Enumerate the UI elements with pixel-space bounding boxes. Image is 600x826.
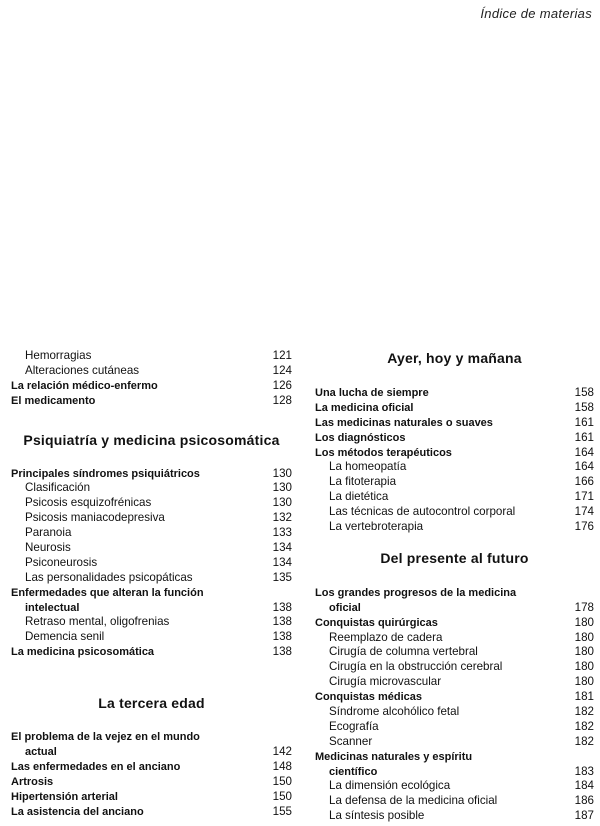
left-top-entries	[11, 349, 292, 409]
toc-entry-page: 180	[574, 675, 594, 689]
toc-entry-page: 180	[574, 660, 594, 674]
toc-entry	[315, 386, 594, 401]
tercera-edad-entries	[11, 730, 292, 819]
toc-entry-page: 181	[574, 690, 594, 704]
toc-entry-title: Clasificación	[25, 481, 91, 495]
toc-entry-title: Los métodos terapéuticos	[315, 446, 452, 459]
toc-entry	[315, 520, 594, 535]
toc-entry-title: La homeopatía	[329, 460, 407, 474]
toc-entry	[315, 675, 594, 690]
toc-entry	[11, 745, 292, 760]
toc-entry-title: Cirugía de columna vertebral	[329, 645, 478, 659]
toc-entry	[315, 505, 594, 520]
toc-entry-title: Neurosis	[25, 541, 71, 555]
toc-entry	[315, 616, 594, 631]
toc-entry-page: 142	[272, 745, 292, 759]
toc-entry-page: 124	[272, 363, 292, 377]
toc-entry-title: científico	[329, 765, 378, 778]
toc-entry	[11, 496, 292, 511]
toc-entry	[11, 541, 292, 556]
toc-entry-page: 155	[272, 804, 292, 818]
toc-entry	[315, 431, 594, 446]
toc-entry-title: La dimensión ecológica	[329, 779, 451, 793]
toc-entry	[11, 630, 292, 645]
toc-entry-title: Conquistas quirúrgicas	[315, 616, 438, 629]
running-header: Índice de materias	[480, 6, 592, 21]
toc-entry	[11, 556, 292, 571]
toc-entry-page: 166	[574, 475, 594, 489]
section-title-ayer-hoy: Ayer, hoy y mañana	[387, 350, 522, 366]
toc-entry-title: Las personalidades psicopáticas	[25, 570, 193, 584]
toc-entry-title: El medicamento	[11, 394, 96, 407]
toc-entry-page: 180	[574, 645, 594, 659]
toc-entry-page: 132	[272, 511, 292, 525]
toc-entry	[315, 720, 594, 735]
toc-entry-page: 183	[574, 764, 594, 778]
toc-entry-page: 150	[272, 774, 292, 788]
toc-entry	[315, 446, 594, 461]
presente-futuro-entries	[315, 586, 594, 824]
toc-entry-page: 128	[272, 393, 292, 407]
toc-entry	[11, 364, 292, 379]
toc-entry-title: La síntesis posible	[329, 809, 425, 823]
toc-entry-page: 148	[272, 759, 292, 773]
toc-entry-page: 184	[574, 779, 594, 793]
toc-entry-title: La medicina oficial	[315, 401, 414, 414]
toc-entry	[315, 735, 594, 750]
toc-entry-title: oficial	[329, 601, 361, 614]
toc-entry-page: 186	[574, 794, 594, 808]
toc-entry-title: Hipertensión arterial	[11, 790, 118, 803]
toc-entry	[315, 601, 594, 616]
toc-entry	[11, 511, 292, 526]
toc-entry	[315, 460, 594, 475]
toc-entry-title: Las medicinas naturales o suaves	[315, 416, 493, 429]
toc-entry	[11, 526, 292, 541]
toc-entry-page: 176	[574, 520, 594, 534]
psiquiatria-entries	[11, 467, 292, 661]
toc-entry	[315, 586, 594, 601]
toc-entry-title: Enfermedades que alteran la función	[11, 586, 204, 599]
toc-entry-page: 171	[574, 490, 594, 504]
toc-entry	[315, 631, 594, 646]
toc-entry	[315, 765, 594, 780]
toc-entry	[315, 779, 594, 794]
toc-entry	[11, 790, 292, 805]
toc-entry-page: 138	[272, 630, 292, 644]
toc-entry-page: 130	[272, 466, 292, 480]
toc-entry-title: La relación médico-enfermo	[11, 379, 158, 392]
toc-entry-page: 138	[272, 645, 292, 659]
left-column	[11, 349, 292, 819]
toc-entry-title: Artrosis	[11, 775, 54, 788]
toc-entry	[315, 750, 594, 765]
section-title-presente-futuro: Del presente al futuro	[380, 549, 529, 566]
toc-entry-page: 135	[272, 570, 292, 584]
toc-entry	[11, 645, 292, 660]
toc-entry-title: Cirugía en la obstrucción cerebral	[329, 660, 503, 674]
toc-entry-page: 130	[272, 481, 292, 495]
toc-entry-title: La dietética	[329, 490, 389, 504]
toc-entry	[315, 705, 594, 720]
toc-entry-page: 180	[574, 630, 594, 644]
toc-entry	[11, 586, 292, 601]
toc-entry-title: La fitoterapia	[329, 475, 397, 489]
toc-entry-page: 178	[574, 600, 594, 614]
toc-entry-page: 182	[574, 734, 594, 748]
toc-entry-page: 126	[272, 378, 292, 392]
toc-entry-title: Medicinas naturales y espíritu	[315, 750, 473, 763]
right-column	[315, 349, 594, 824]
toc-entry-page: 134	[272, 541, 292, 555]
toc-entry	[11, 394, 292, 409]
toc-entry-page: 138	[272, 600, 292, 614]
toc-entry-title: El problema de la vejez en el mundo	[11, 731, 200, 744]
toc-entry	[11, 730, 292, 745]
toc-entry-title: Reemplazo de cadera	[329, 630, 443, 644]
toc-entry	[11, 379, 292, 394]
toc-entry	[315, 794, 594, 809]
toc-entry-title: Cirugía microvascular	[329, 675, 442, 689]
toc-entry	[11, 481, 292, 496]
toc-entry-title: Ecografía	[329, 719, 379, 733]
toc-entry-title: Los grandes progresos de la medicina	[315, 586, 517, 599]
toc-entry-page: 164	[574, 445, 594, 459]
toc-entry-title: Hemorragias	[25, 349, 92, 362]
toc-entry-title: Retraso mental, oligofrenias	[25, 615, 170, 629]
toc-entry-title: Psiconeurosis	[25, 555, 98, 569]
toc-entry	[11, 760, 292, 775]
toc-entry	[315, 809, 594, 824]
toc-entry-title: Una lucha de siempre	[315, 387, 429, 399]
section-title-tercera-edad: La tercera edad	[98, 695, 205, 712]
toc-entry-title: Conquistas médicas	[315, 691, 422, 704]
section-title-psiquiatria: Psiquiatría y medicina psicosomática	[23, 431, 280, 448]
toc-entry-title: Principales síndromes psiquiátricos	[11, 467, 200, 480]
toc-entry-title: intelectual	[25, 601, 80, 614]
toc-entry-title: Alteraciones cutáneas	[25, 363, 140, 377]
toc-entry-page: 150	[272, 789, 292, 803]
toc-entry-title: Las enfermedades en el anciano	[11, 760, 181, 773]
toc-entry-page: 182	[574, 705, 594, 719]
toc-entry	[315, 401, 594, 416]
toc-entry	[11, 571, 292, 586]
toc-entry-page: 180	[574, 615, 594, 629]
toc-entry-title: actual	[25, 746, 57, 759]
toc-entry	[315, 490, 594, 505]
toc-entry	[315, 690, 594, 705]
toc-entry	[11, 601, 292, 616]
toc-entry-page: 158	[574, 400, 594, 414]
toc-entry-page: 161	[574, 430, 594, 444]
toc-entry-page: 138	[272, 615, 292, 629]
toc-entry	[315, 475, 594, 490]
toc-entry-title: La asistencia del anciano	[11, 805, 144, 818]
toc-entry	[315, 645, 594, 660]
toc-entry-page: 182	[574, 719, 594, 733]
toc-entry-page: 187	[574, 809, 594, 823]
toc-entry-page: 121	[272, 349, 292, 362]
toc-entry-title: Demencia senil	[25, 630, 105, 644]
toc-entry-title: Paranoia	[25, 526, 72, 540]
toc-entry-page: 133	[272, 526, 292, 540]
toc-entry-page: 164	[574, 460, 594, 474]
toc-entry	[315, 416, 594, 431]
toc-entry	[315, 660, 594, 675]
toc-entry-title: Las técnicas de autocontrol corporal	[329, 505, 516, 519]
toc-entry-page: 134	[272, 555, 292, 569]
toc-entry-title: Los diagnósticos	[315, 431, 406, 444]
toc-entry-page: 158	[574, 386, 594, 399]
toc-entry	[11, 349, 292, 364]
toc-entry	[11, 467, 292, 482]
toc-entry-page: 130	[272, 496, 292, 510]
toc-entry-title: La vertebroterapia	[329, 520, 424, 534]
toc-entry-title: Psicosis maniacodepresiva	[25, 511, 165, 525]
ayer-hoy-entries	[315, 386, 594, 535]
toc-entry-title: La defensa de la medicina oficial	[329, 794, 498, 808]
toc-entry-title: Psicosis esquizofrénicas	[25, 496, 152, 510]
toc-entry-title: Scanner	[329, 734, 373, 748]
toc-entry	[11, 615, 292, 630]
toc-entry-page: 161	[574, 415, 594, 429]
toc-entry-title: La medicina psicosomática	[11, 646, 155, 659]
toc-entry-title: Síndrome alcohólico fetal	[329, 705, 460, 719]
toc-entry	[11, 805, 292, 820]
toc-entry-page: 174	[574, 505, 594, 519]
toc-entry	[11, 775, 292, 790]
